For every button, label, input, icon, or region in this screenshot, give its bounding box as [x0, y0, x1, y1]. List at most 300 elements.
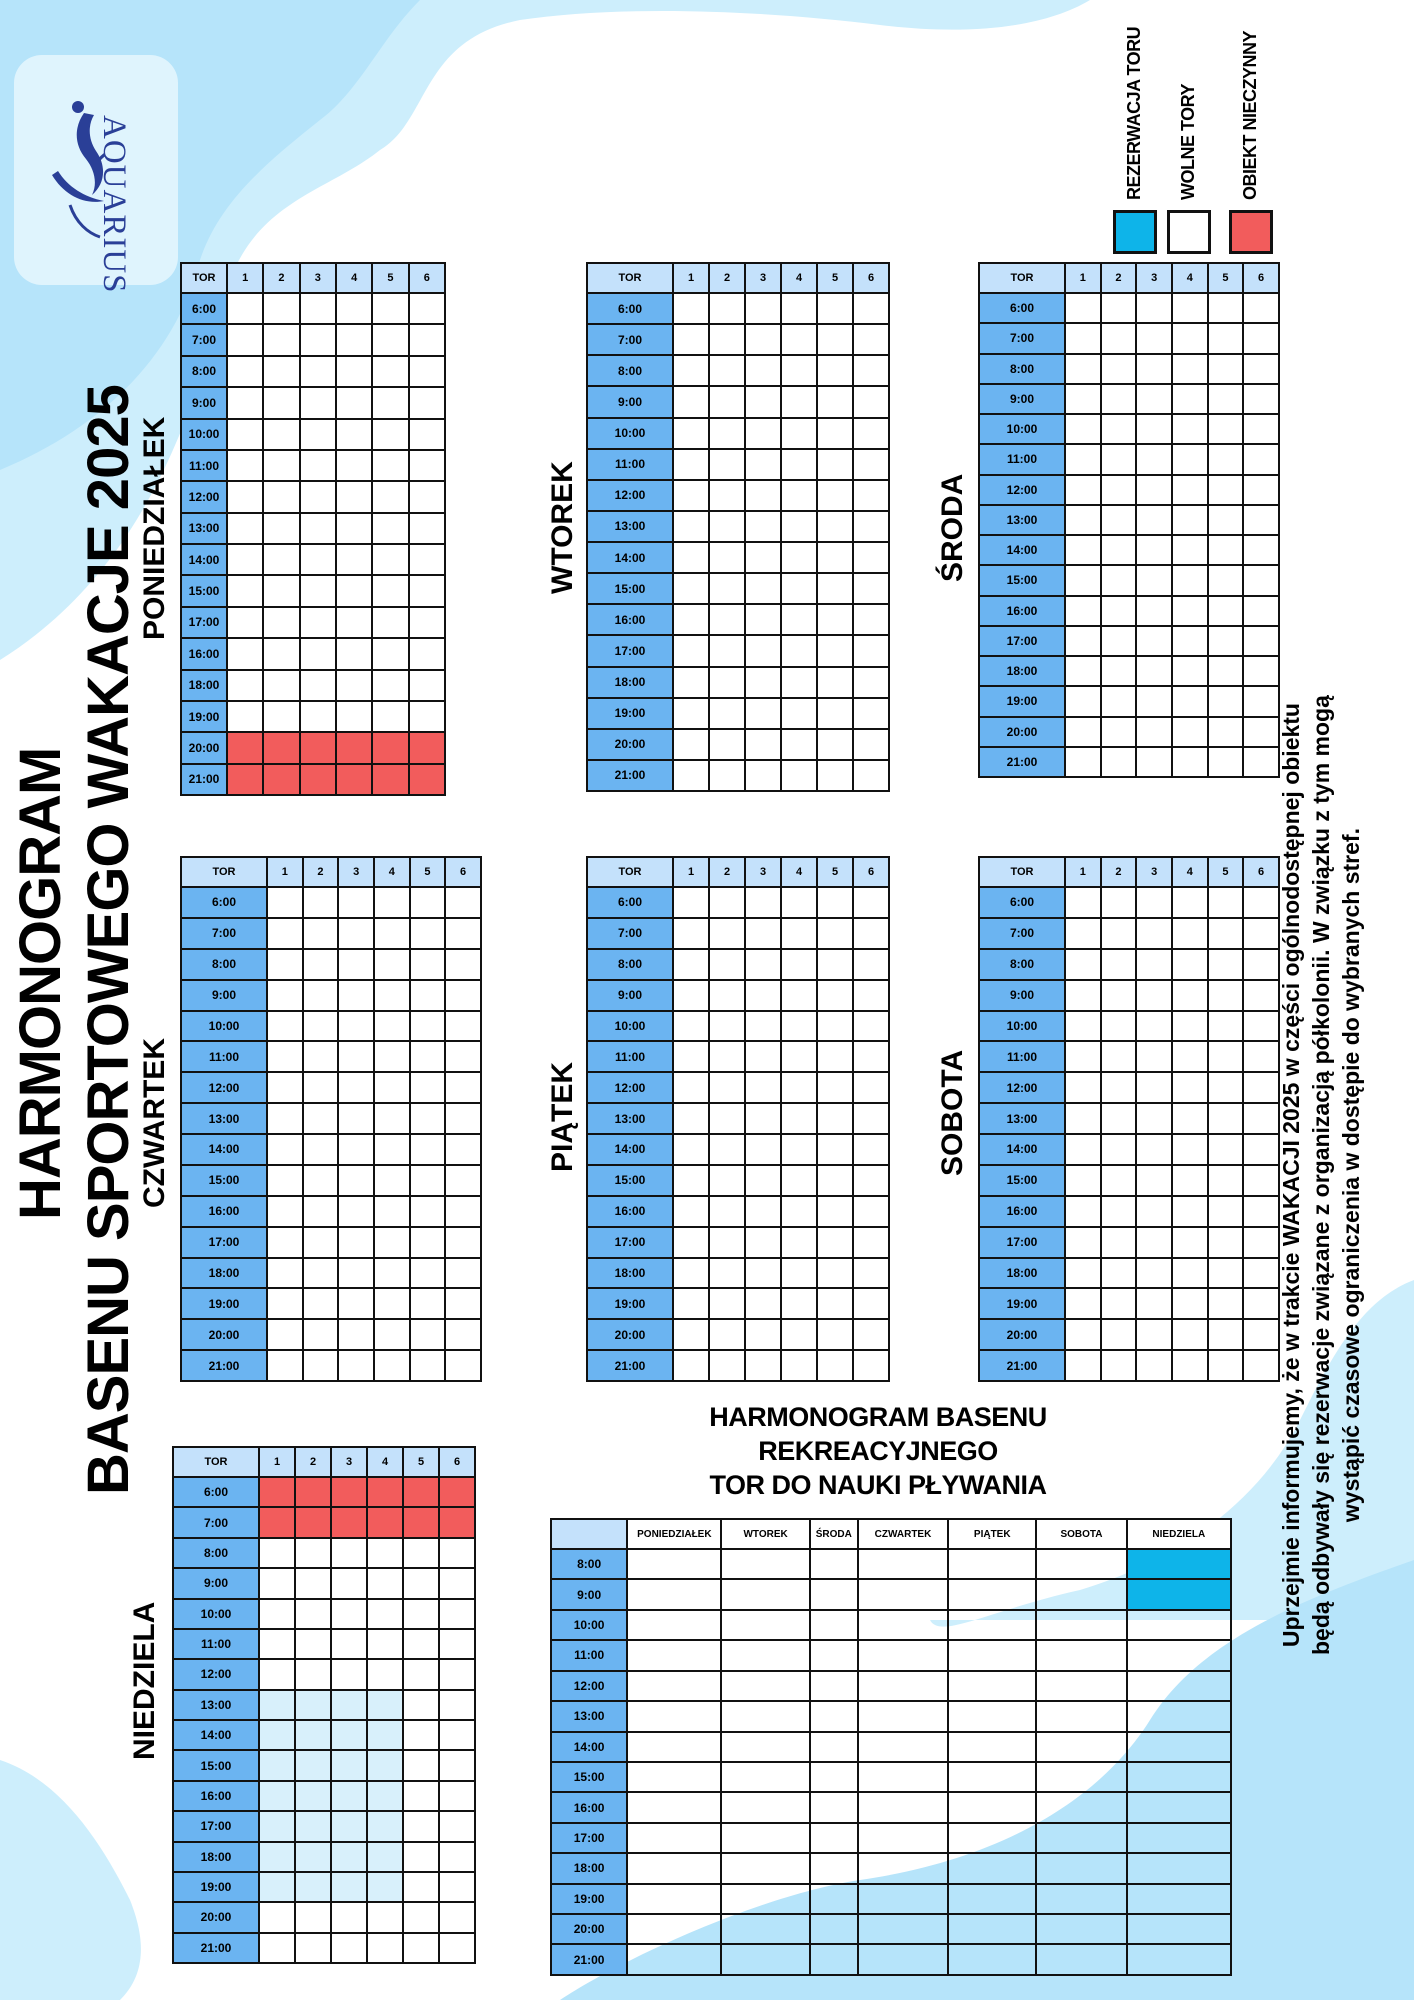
- lane-slot[interactable]: [410, 1072, 446, 1103]
- lane-slot[interactable]: [367, 1811, 403, 1841]
- lane-slot[interactable]: [1127, 1914, 1231, 1944]
- lane-slot[interactable]: [372, 513, 408, 544]
- lane-slot[interactable]: [810, 1579, 858, 1609]
- lane-slot[interactable]: [227, 670, 263, 701]
- lane-slot[interactable]: [948, 1944, 1036, 1974]
- lane-slot[interactable]: [445, 1165, 481, 1196]
- lane-slot[interactable]: [1172, 535, 1208, 565]
- lane-slot[interactable]: [858, 1610, 948, 1640]
- lane-slot[interactable]: [338, 1319, 374, 1350]
- lane-slot[interactable]: [1127, 1671, 1231, 1701]
- lane-slot[interactable]: [948, 1762, 1036, 1792]
- lane-slot[interactable]: [627, 1944, 721, 1974]
- lane-slot[interactable]: [439, 1872, 475, 1902]
- lane-slot[interactable]: [445, 949, 481, 980]
- lane-slot[interactable]: [1101, 1134, 1137, 1165]
- lane-slot[interactable]: [1065, 323, 1101, 353]
- lane-slot[interactable]: [409, 638, 445, 669]
- lane-slot[interactable]: [745, 480, 781, 511]
- lane-slot[interactable]: [1243, 1258, 1279, 1289]
- lane-slot[interactable]: [673, 1041, 709, 1072]
- lane-slot[interactable]: [409, 324, 445, 355]
- lane-slot[interactable]: [331, 1872, 367, 1902]
- lane-slot[interactable]: [673, 667, 709, 698]
- lane-slot[interactable]: [709, 386, 745, 417]
- lane-slot[interactable]: [1172, 505, 1208, 535]
- lane-slot[interactable]: [709, 1196, 745, 1227]
- lane-slot[interactable]: [817, 542, 853, 573]
- lane-slot[interactable]: [445, 1350, 481, 1381]
- lane-slot[interactable]: [853, 449, 889, 480]
- lane-slot[interactable]: [745, 1258, 781, 1289]
- lane-slot[interactable]: [673, 386, 709, 417]
- lane-slot[interactable]: [338, 1227, 374, 1258]
- lane-slot[interactable]: [1243, 1227, 1279, 1258]
- lane-slot[interactable]: [745, 980, 781, 1011]
- lane-slot[interactable]: [403, 1690, 439, 1720]
- lane-slot[interactable]: [810, 1610, 858, 1640]
- lane-slot[interactable]: [673, 1350, 709, 1381]
- lane-slot[interactable]: [295, 1811, 331, 1841]
- lane-slot[interactable]: [817, 1165, 853, 1196]
- lane-slot[interactable]: [673, 1258, 709, 1289]
- lane-slot[interactable]: [267, 1350, 303, 1381]
- lane-slot[interactable]: [817, 698, 853, 729]
- lane-slot[interactable]: [1136, 505, 1172, 535]
- lane-slot[interactable]: [259, 1659, 295, 1689]
- lane-slot[interactable]: [336, 513, 372, 544]
- lane-slot[interactable]: [709, 1288, 745, 1319]
- lane-slot[interactable]: [709, 1011, 745, 1042]
- lane-slot[interactable]: [810, 1823, 858, 1853]
- lane-slot[interactable]: [810, 1884, 858, 1914]
- closed-slot[interactable]: [409, 732, 445, 763]
- lane-slot[interactable]: [781, 698, 817, 729]
- closed-slot[interactable]: [300, 732, 336, 763]
- lane-slot[interactable]: [409, 575, 445, 606]
- lane-slot[interactable]: [303, 1227, 339, 1258]
- lane-slot[interactable]: [673, 573, 709, 604]
- lane-slot[interactable]: [853, 698, 889, 729]
- lane-slot[interactable]: [817, 573, 853, 604]
- lane-slot[interactable]: [403, 1568, 439, 1598]
- lane-slot[interactable]: [1172, 1103, 1208, 1134]
- lane-slot[interactable]: [1101, 1011, 1137, 1042]
- lane-slot[interactable]: [745, 449, 781, 480]
- lane-slot[interactable]: [295, 1750, 331, 1780]
- lane-slot[interactable]: [338, 1165, 374, 1196]
- lane-slot[interactable]: [1136, 717, 1172, 747]
- lane-slot[interactable]: [1136, 1319, 1172, 1350]
- lane-slot[interactable]: [439, 1750, 475, 1780]
- lane-slot[interactable]: [1065, 565, 1101, 595]
- lane-slot[interactable]: [1065, 535, 1101, 565]
- lane-slot[interactable]: [409, 701, 445, 732]
- lane-slot[interactable]: [1136, 1041, 1172, 1072]
- lane-slot[interactable]: [673, 480, 709, 511]
- lane-slot[interactable]: [1136, 686, 1172, 716]
- lane-slot[interactable]: [673, 1165, 709, 1196]
- lane-slot[interactable]: [303, 1134, 339, 1165]
- lane-slot[interactable]: [627, 1640, 721, 1670]
- lane-slot[interactable]: [1243, 1288, 1279, 1319]
- lane-slot[interactable]: [403, 1750, 439, 1780]
- lane-slot[interactable]: [1065, 980, 1101, 1011]
- lane-slot[interactable]: [1127, 1732, 1231, 1762]
- lane-slot[interactable]: [372, 575, 408, 606]
- lane-slot[interactable]: [1172, 1041, 1208, 1072]
- lane-slot[interactable]: [263, 387, 299, 418]
- lane-slot[interactable]: [1243, 475, 1279, 505]
- lane-slot[interactable]: [817, 480, 853, 511]
- lane-slot[interactable]: [948, 1732, 1036, 1762]
- lane-slot[interactable]: [374, 1134, 410, 1165]
- lane-slot[interactable]: [858, 1792, 948, 1822]
- lane-slot[interactable]: [267, 949, 303, 980]
- lane-slot[interactable]: [1172, 384, 1208, 414]
- lane-slot[interactable]: [673, 1072, 709, 1103]
- lane-slot[interactable]: [1136, 1103, 1172, 1134]
- lane-slot[interactable]: [1243, 505, 1279, 535]
- lane-slot[interactable]: [1065, 918, 1101, 949]
- lane-slot[interactable]: [1243, 1103, 1279, 1134]
- lane-slot[interactable]: [403, 1720, 439, 1750]
- lane-slot[interactable]: [1243, 354, 1279, 384]
- lane-slot[interactable]: [948, 1884, 1036, 1914]
- lane-slot[interactable]: [295, 1902, 331, 1932]
- lane-slot[interactable]: [853, 542, 889, 573]
- lane-slot[interactable]: [1065, 1227, 1101, 1258]
- lane-slot[interactable]: [673, 1196, 709, 1227]
- lane-slot[interactable]: [781, 980, 817, 1011]
- lane-slot[interactable]: [1101, 717, 1137, 747]
- lane-slot[interactable]: [300, 513, 336, 544]
- lane-slot[interactable]: [817, 1072, 853, 1103]
- lane-slot[interactable]: [445, 1227, 481, 1258]
- lane-slot[interactable]: [445, 1011, 481, 1042]
- lane-slot[interactable]: [817, 1103, 853, 1134]
- lane-slot[interactable]: [300, 638, 336, 669]
- lane-slot[interactable]: [267, 1041, 303, 1072]
- lane-slot[interactable]: [331, 1720, 367, 1750]
- lane-slot[interactable]: [372, 356, 408, 387]
- lane-slot[interactable]: [338, 1196, 374, 1227]
- lane-slot[interactable]: [853, 949, 889, 980]
- lane-slot[interactable]: [439, 1538, 475, 1568]
- lane-slot[interactable]: [1136, 444, 1172, 474]
- lane-slot[interactable]: [1208, 887, 1244, 918]
- lane-slot[interactable]: [745, 418, 781, 449]
- lane-slot[interactable]: [372, 293, 408, 324]
- lane-slot[interactable]: [1243, 1350, 1279, 1381]
- lane-slot[interactable]: [1208, 1011, 1244, 1042]
- lane-slot[interactable]: [721, 1579, 809, 1609]
- lane-slot[interactable]: [721, 1610, 809, 1640]
- lane-slot[interactable]: [227, 324, 263, 355]
- lane-slot[interactable]: [721, 1914, 809, 1944]
- lane-slot[interactable]: [853, 418, 889, 449]
- lane-slot[interactable]: [1208, 918, 1244, 949]
- lane-slot[interactable]: [1136, 475, 1172, 505]
- lane-slot[interactable]: [627, 1823, 721, 1853]
- lane-slot[interactable]: [709, 918, 745, 949]
- lane-slot[interactable]: [817, 1319, 853, 1350]
- lane-slot[interactable]: [267, 918, 303, 949]
- lane-slot[interactable]: [1101, 1165, 1137, 1196]
- lane-slot[interactable]: [858, 1823, 948, 1853]
- lane-slot[interactable]: [858, 1671, 948, 1701]
- lane-slot[interactable]: [445, 1103, 481, 1134]
- lane-slot[interactable]: [336, 607, 372, 638]
- lane-slot[interactable]: [1208, 686, 1244, 716]
- lane-slot[interactable]: [1243, 980, 1279, 1011]
- lane-slot[interactable]: [853, 1258, 889, 1289]
- lane-slot[interactable]: [721, 1640, 809, 1670]
- lane-slot[interactable]: [410, 1350, 446, 1381]
- lane-slot[interactable]: [709, 1350, 745, 1381]
- lane-slot[interactable]: [817, 1011, 853, 1042]
- lane-slot[interactable]: [781, 1288, 817, 1319]
- lane-slot[interactable]: [1065, 1041, 1101, 1072]
- lane-slot[interactable]: [1208, 980, 1244, 1011]
- lane-slot[interactable]: [1101, 1072, 1137, 1103]
- lane-slot[interactable]: [1136, 656, 1172, 686]
- lane-slot[interactable]: [439, 1781, 475, 1811]
- lane-slot[interactable]: [781, 324, 817, 355]
- lane-slot[interactable]: [810, 1549, 858, 1579]
- lane-slot[interactable]: [745, 542, 781, 573]
- lane-slot[interactable]: [263, 670, 299, 701]
- reserved-slot[interactable]: [1127, 1579, 1231, 1609]
- lane-slot[interactable]: [817, 1134, 853, 1165]
- lane-slot[interactable]: [1065, 354, 1101, 384]
- lane-slot[interactable]: [338, 1103, 374, 1134]
- lane-slot[interactable]: [627, 1732, 721, 1762]
- lane-slot[interactable]: [817, 604, 853, 635]
- lane-slot[interactable]: [445, 980, 481, 1011]
- closed-slot[interactable]: [295, 1477, 331, 1507]
- lane-slot[interactable]: [709, 604, 745, 635]
- lane-slot[interactable]: [858, 1762, 948, 1792]
- lane-slot[interactable]: [817, 1227, 853, 1258]
- lane-slot[interactable]: [295, 1659, 331, 1689]
- lane-slot[interactable]: [673, 1227, 709, 1258]
- lane-slot[interactable]: [263, 450, 299, 481]
- lane-slot[interactable]: [1136, 323, 1172, 353]
- lane-slot[interactable]: [1208, 717, 1244, 747]
- lane-slot[interactable]: [1101, 626, 1137, 656]
- lane-slot[interactable]: [336, 419, 372, 450]
- lane-slot[interactable]: [745, 1041, 781, 1072]
- lane-slot[interactable]: [1036, 1762, 1126, 1792]
- lane-slot[interactable]: [709, 293, 745, 324]
- lane-slot[interactable]: [300, 575, 336, 606]
- lane-slot[interactable]: [259, 1599, 295, 1629]
- lane-slot[interactable]: [374, 918, 410, 949]
- lane-slot[interactable]: [1208, 384, 1244, 414]
- lane-slot[interactable]: [1172, 1258, 1208, 1289]
- lane-slot[interactable]: [709, 1041, 745, 1072]
- lane-slot[interactable]: [1208, 1227, 1244, 1258]
- lane-slot[interactable]: [336, 638, 372, 669]
- closed-slot[interactable]: [300, 764, 336, 795]
- lane-slot[interactable]: [1036, 1853, 1126, 1883]
- lane-slot[interactable]: [745, 635, 781, 666]
- lane-slot[interactable]: [853, 1350, 889, 1381]
- lane-slot[interactable]: [853, 918, 889, 949]
- lane-slot[interactable]: [673, 604, 709, 635]
- lane-slot[interactable]: [410, 1258, 446, 1289]
- lane-slot[interactable]: [259, 1750, 295, 1780]
- lane-slot[interactable]: [227, 513, 263, 544]
- closed-slot[interactable]: [372, 764, 408, 795]
- lane-slot[interactable]: [721, 1792, 809, 1822]
- lane-slot[interactable]: [410, 1227, 446, 1258]
- lane-slot[interactable]: [1172, 626, 1208, 656]
- lane-slot[interactable]: [336, 450, 372, 481]
- lane-slot[interactable]: [745, 1350, 781, 1381]
- lane-slot[interactable]: [1208, 1134, 1244, 1165]
- lane-slot[interactable]: [721, 1732, 809, 1762]
- lane-slot[interactable]: [745, 667, 781, 698]
- lane-slot[interactable]: [817, 667, 853, 698]
- lane-slot[interactable]: [1101, 1041, 1137, 1072]
- lane-slot[interactable]: [295, 1629, 331, 1659]
- lane-slot[interactable]: [1208, 949, 1244, 980]
- lane-slot[interactable]: [367, 1538, 403, 1568]
- lane-slot[interactable]: [781, 1319, 817, 1350]
- lane-slot[interactable]: [227, 607, 263, 638]
- lane-slot[interactable]: [1208, 323, 1244, 353]
- lane-slot[interactable]: [300, 450, 336, 481]
- lane-slot[interactable]: [1208, 1103, 1244, 1134]
- lane-slot[interactable]: [709, 1258, 745, 1289]
- lane-slot[interactable]: [853, 1011, 889, 1042]
- lane-slot[interactable]: [853, 1103, 889, 1134]
- lane-slot[interactable]: [331, 1781, 367, 1811]
- lane-slot[interactable]: [853, 1227, 889, 1258]
- lane-slot[interactable]: [858, 1579, 948, 1609]
- lane-slot[interactable]: [259, 1538, 295, 1568]
- lane-slot[interactable]: [781, 729, 817, 760]
- lane-slot[interactable]: [372, 701, 408, 732]
- lane-slot[interactable]: [781, 480, 817, 511]
- lane-slot[interactable]: [709, 1165, 745, 1196]
- lane-slot[interactable]: [745, 573, 781, 604]
- lane-slot[interactable]: [627, 1579, 721, 1609]
- lane-slot[interactable]: [300, 324, 336, 355]
- lane-slot[interactable]: [1036, 1884, 1126, 1914]
- lane-slot[interactable]: [267, 1258, 303, 1289]
- lane-slot[interactable]: [300, 293, 336, 324]
- lane-slot[interactable]: [810, 1944, 858, 1974]
- lane-slot[interactable]: [263, 324, 299, 355]
- lane-slot[interactable]: [721, 1853, 809, 1883]
- lane-slot[interactable]: [1065, 686, 1101, 716]
- lane-slot[interactable]: [303, 1041, 339, 1072]
- lane-slot[interactable]: [745, 1196, 781, 1227]
- lane-slot[interactable]: [817, 729, 853, 760]
- lane-slot[interactable]: [410, 1165, 446, 1196]
- closed-slot[interactable]: [227, 732, 263, 763]
- closed-slot[interactable]: [331, 1507, 367, 1537]
- lane-slot[interactable]: [673, 449, 709, 480]
- lane-slot[interactable]: [1065, 384, 1101, 414]
- lane-slot[interactable]: [948, 1579, 1036, 1609]
- lane-slot[interactable]: [227, 356, 263, 387]
- lane-slot[interactable]: [673, 698, 709, 729]
- lane-slot[interactable]: [1172, 1227, 1208, 1258]
- lane-slot[interactable]: [745, 949, 781, 980]
- lane-slot[interactable]: [673, 293, 709, 324]
- lane-slot[interactable]: [853, 355, 889, 386]
- lane-slot[interactable]: [1127, 1762, 1231, 1792]
- lane-slot[interactable]: [410, 980, 446, 1011]
- lane-slot[interactable]: [745, 1011, 781, 1042]
- lane-slot[interactable]: [673, 635, 709, 666]
- lane-slot[interactable]: [1101, 1196, 1137, 1227]
- lane-slot[interactable]: [810, 1671, 858, 1701]
- lane-slot[interactable]: [403, 1811, 439, 1841]
- lane-slot[interactable]: [673, 324, 709, 355]
- lane-slot[interactable]: [1065, 1072, 1101, 1103]
- lane-slot[interactable]: [263, 607, 299, 638]
- lane-slot[interactable]: [721, 1884, 809, 1914]
- lane-slot[interactable]: [331, 1842, 367, 1872]
- lane-slot[interactable]: [1172, 414, 1208, 444]
- closed-slot[interactable]: [367, 1507, 403, 1537]
- lane-slot[interactable]: [781, 418, 817, 449]
- lane-slot[interactable]: [1136, 887, 1172, 918]
- closed-slot[interactable]: [367, 1477, 403, 1507]
- lane-slot[interactable]: [1172, 1134, 1208, 1165]
- lane-slot[interactable]: [1172, 1288, 1208, 1319]
- closed-slot[interactable]: [372, 732, 408, 763]
- lane-slot[interactable]: [367, 1781, 403, 1811]
- lane-slot[interactable]: [745, 1103, 781, 1134]
- lane-slot[interactable]: [817, 355, 853, 386]
- lane-slot[interactable]: [1036, 1671, 1126, 1701]
- lane-slot[interactable]: [853, 386, 889, 417]
- closed-slot[interactable]: [409, 764, 445, 795]
- lane-slot[interactable]: [227, 575, 263, 606]
- lane-slot[interactable]: [1172, 323, 1208, 353]
- lane-slot[interactable]: [374, 949, 410, 980]
- lane-slot[interactable]: [338, 1350, 374, 1381]
- lane-slot[interactable]: [709, 449, 745, 480]
- lane-slot[interactable]: [1243, 1165, 1279, 1196]
- closed-slot[interactable]: [227, 764, 263, 795]
- lane-slot[interactable]: [781, 1196, 817, 1227]
- lane-slot[interactable]: [227, 701, 263, 732]
- lane-slot[interactable]: [745, 729, 781, 760]
- lane-slot[interactable]: [403, 1902, 439, 1932]
- lane-slot[interactable]: [817, 293, 853, 324]
- lane-slot[interactable]: [1208, 1350, 1244, 1381]
- lane-slot[interactable]: [1065, 949, 1101, 980]
- lane-slot[interactable]: [781, 604, 817, 635]
- lane-slot[interactable]: [858, 1914, 948, 1944]
- lane-slot[interactable]: [1243, 887, 1279, 918]
- lane-slot[interactable]: [745, 918, 781, 949]
- lane-slot[interactable]: [745, 604, 781, 635]
- lane-slot[interactable]: [336, 324, 372, 355]
- lane-slot[interactable]: [338, 1288, 374, 1319]
- lane-slot[interactable]: [338, 949, 374, 980]
- lane-slot[interactable]: [367, 1842, 403, 1872]
- lane-slot[interactable]: [673, 949, 709, 980]
- lane-slot[interactable]: [1208, 747, 1244, 777]
